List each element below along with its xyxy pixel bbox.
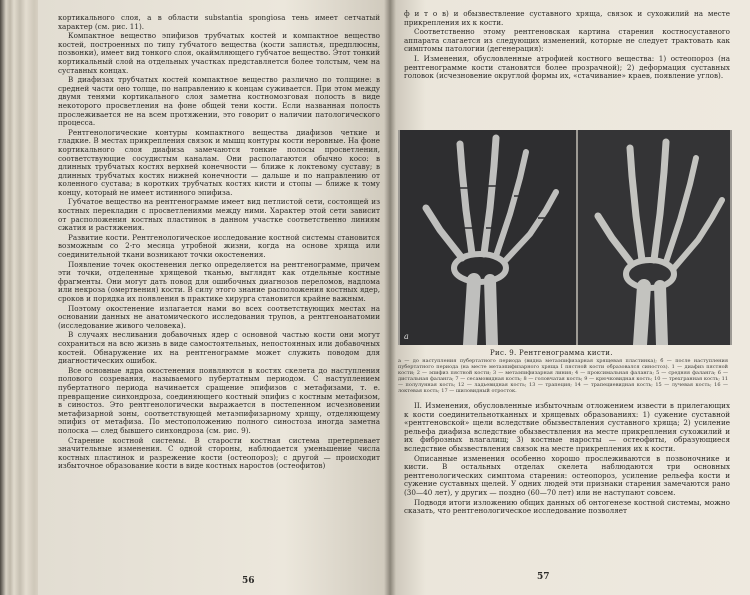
paragraph: Соответственно этому рентгеновская картина старения костносуставного аппарата слагается из следующих изменений, которые не следует трактовать как симптомы патологии (дегенерация): [404,27,730,54]
paragraph: Все основные ядра окостенения появляются в костях скелета до наступления полового созревания, называемого пубертатным периодом. С наступлением пубертатного периода начинается сращение эпифизов с метафизами, т. е. превращение синхондроза, соединяющего костный эпифиз с костным метафизом, в синостоз. Это рентгенологически выражается в постепенном исчезновении метафизарной зоны, соответствующей метаэпифизарному хрящу, отделяющему эпифиз от метафиза. По местоположению полного синостоза иногда заметна полоска — след бывшего синхондроза (см. рис. 9). [58,365,380,435]
paragraph: Губчатое вещество на рентгенограмме имеет вид петлистой сети, состоящей из костных перекладин с просветлениями между ними. Характер этой сети зависит от расположения костных пластинок в данном участке соответственно линиям сжатия и растяжения. [58,197,380,233]
book-gutter [384,0,396,595]
right-page-bottom-text [404,402,730,517]
right-page [390,0,750,595]
paragraph: Старение костной системы. В старости костная система претерпевает значительные изменения. С одной стороны, наблюдается уменьшение числа костных пластинок и разрежение кости (остеопороз); с другой — происходит избыточное образование кости в виде костных наростов (остеофитов) [58,435,380,471]
paragraph: В случаях несливания добавочных ядер с основной частью кости они могут сохраниться на всю жизнь в виде самостоятельных, непостоянных или добавочных костей. Обнаружение их на рентгенограмме может служить поводом для диагностических ошибок. [58,330,380,366]
right-page-top-text [404,10,730,82]
paragraph: кортикального слоя, а в области substantia spongiosa тень имеет сетчатый характер (см. рис. 11). [58,13,380,31]
paragraph: В диафизах трубчатых костей компактное вещество различно по толщине: в средней части оно толще, по направлению к концам суживается. При этом между двумя тенями кортикального слоя заметна костномозговая полость в виде некоторого просветления на фоне общей тени кости. Если названная полость прослеживается не на всем протяжении, это говорит о наличии патологического процесса. [58,75,380,128]
paragraph: Подводя итоги изложению общих данных об онтогенезе костной системы, можно сказать, что рентгенологическое исследование позволяет [404,497,730,516]
paragraph: Компактное вещество эпифизов трубчатых костей и компактное вещество костей, построенных по типу губчатого вещества (кости запястья, предплюсны, позвонки), имеет вид тонкого слоя, окаймляющего губчатое вещество. Этот тонкий кортикальный слой на отдельных участках представляется более толстым, чем на суставных концах. [58,31,380,75]
paragraph: Описанные изменения особенно хорошо прослеживаются в позвоночнике и кисти. В остальных отделах скелета наблюдаются три основных рентгенологических симптома старения: остеопороз, усиление рельефа кости и сужение суставных щелей. У одних людей эти признаки старения замечаются рано (30—40 лет), у других — поздно (60—70 лет) или не наступают совсем. [404,453,730,497]
paragraph: I. Изменения, обусловленные атрофией костного вещества: 1) остеопороз (на рентгенограмме кости становятся более прозрачной); 2) деформация суставных головок (исчезновение округлой формы их, «стачивание» краев, появление углов). [404,53,730,81]
paragraph: Поэтому окостенение излагается нами во всех соответствующих местах на основании данных не анатомического исследования трупов, а рентгеноанатомии (исследование живого человека). [58,303,380,330]
paragraph: II. Изменения, обусловленные избыточным отложением извести в прилегающих к кости соединительнотканных и хрящевых образованиях: 1) сужение суставной «рентгеновской» щели вследствие обызвествления суставного хряща; 2) усиление рельефа диафиза вследствие обызвествления на месте прикрепления сухожилий и их фиброзных влагалищ; 3) костные наросты — остеофиты, образующиеся вследствие обызвествления связок на месте прикрепления их к кости. [404,401,730,453]
paragraph: Появление точек окостенения легко определяется на рентгенограмме, причем эти точки, отделенные хрящевой тканью, выглядят как отдельные костные фрагменты. Они могут дать повод для ошибочных диагнозов переломов, надлома или некроза (омертвения) кости. В силу этого знание расположения костных ядер, сроков и порядка их появления в практике хирурга становится крайне важным. [58,259,380,303]
xray-hand-image-b [578,130,730,345]
figure-letter-a: а [404,332,409,341]
paragraph: Рентгенологические контуры компактного вещества диафизов четкие и гладкие. В местах прикрепления связок и мышц контуры кости неровные. На фоне кортикального слоя диафиза замечаются тонкие полосы просветления, соответствующие сосудистым каналам. Они располагаются обычно косо: в длинных трубчатых костях верхней конечности — ближе к локтевому суставу; в длинных трубчатых костях нижней конечности — дальше и по направлению от коленного сустава; в коротких трубчатых костях кисти и стопы — ближе к тому концу, который не имеет истинного эпифиза. [58,127,380,197]
left-page [38,0,390,595]
paragraph: ф и т о в) и обызвествление суставного хряща, связок и сухожилий на месте прикрепления их к кости. [404,9,730,27]
xray-hand-image-a [400,130,576,345]
page-number: 57 [537,572,550,582]
xray-figure [398,130,732,345]
page-number: 56 [242,576,255,586]
figure-caption: Рис. 9. Рентгенограмма кисти. [490,349,613,357]
paragraph: Развитие кости. Рентгенологическое исследование костной системы становится возможным со 2-го месяца утробной жизни, когда на основе хряща или соединительной ткани возникают точки окостенения. [58,232,380,260]
left-page-text [58,14,380,472]
figure-legend: а — до наступления пубертатного периода (видна метаэпифизарная хрящевая пластинка); б — после наступления пубертатного периода (на месте метаэпифизарного хряща I пястной кости образовался синостоз). 1 — диафиз пястной кости; 2 — эпифиз пястной кости; 3 — метаэпифизарная линия; 4 — проксимальная фаланга; 5 — средняя фаланга; 6 — дистальная фаланга; 7 — сесамовидная кость; 8 — головчатая кость; 9 — крючковидная кость; 10 — трехгранная кость; 11 — полулунная кость; 12 — ладьевидная кость; 13 — трапеция; 14 — трапециевидная кость; 15 — лучевая кость; 16 — локтевая кость; 17 — шиловидный отросток. [398,358,728,394]
